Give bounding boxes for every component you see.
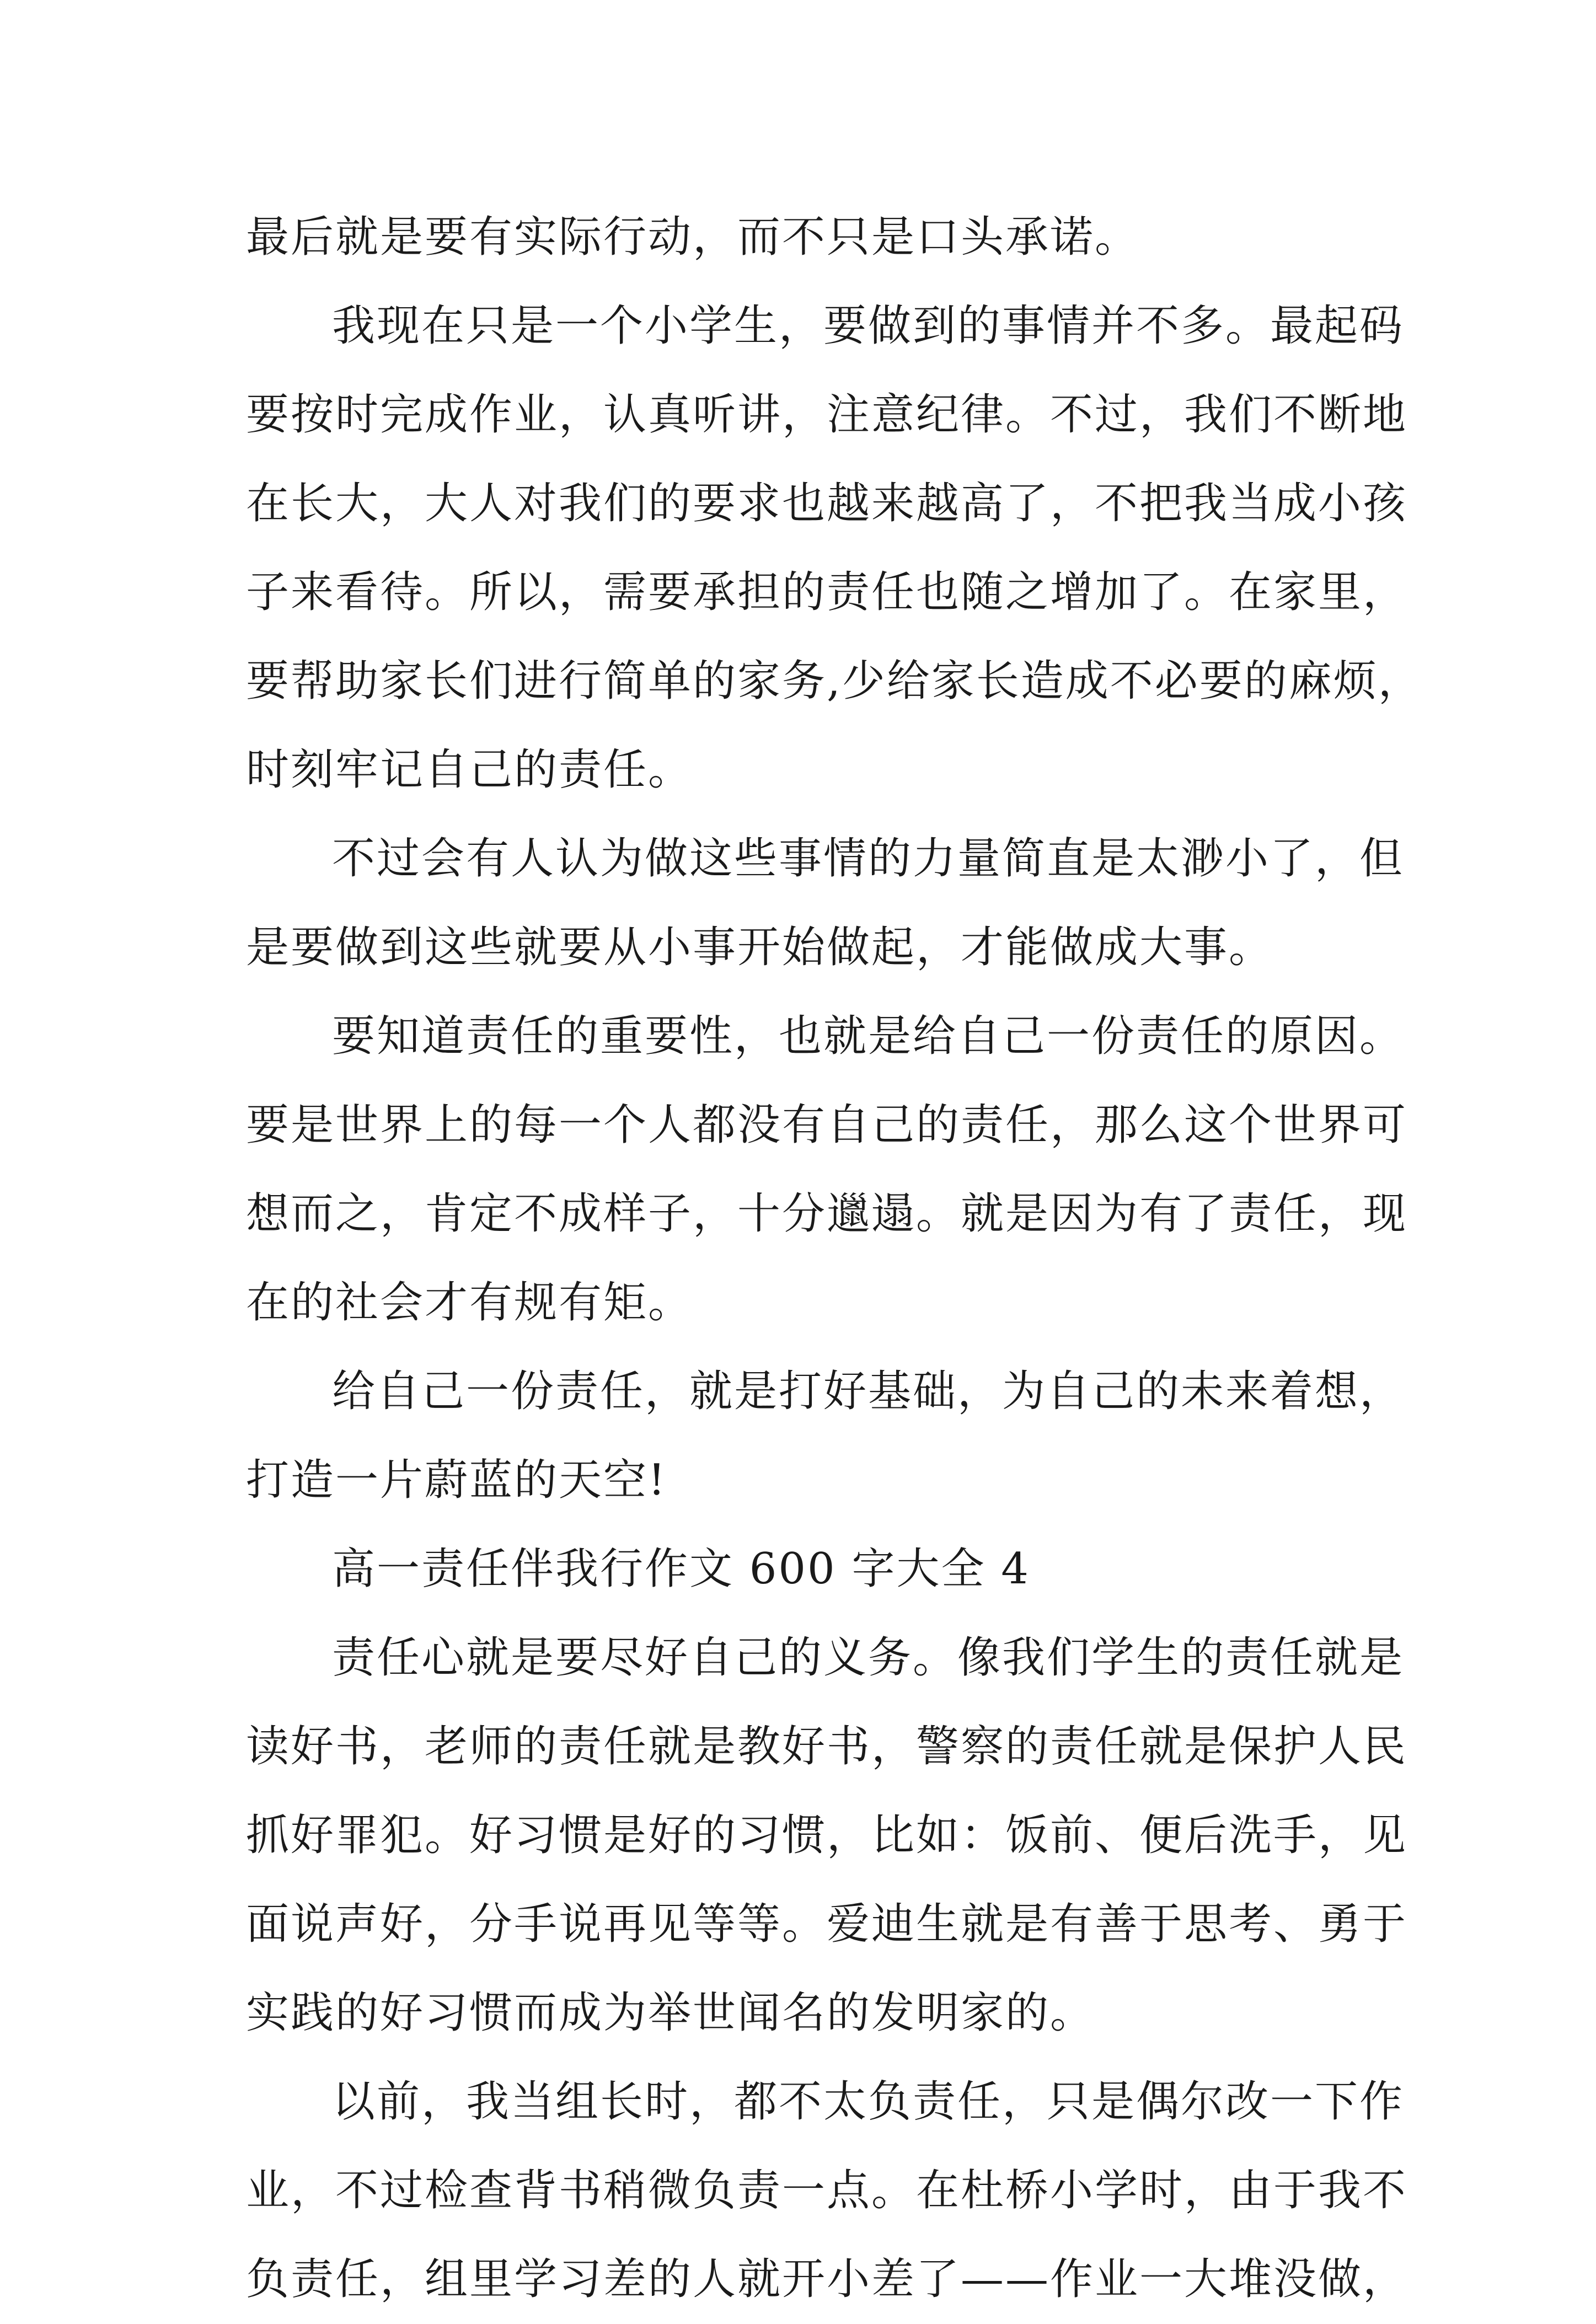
text-line: 不过会有人认为做这些事情的力量简直是太渺小了，但	[332, 834, 1405, 883]
text-line: 想而之，肯定不成样子，十分邋遢。就是因为有了责任，现	[246, 1189, 1408, 1239]
text-line: 负责任，组里学习差的人就开小差了——作业一大堆没做，	[246, 2255, 1408, 2304]
text-line: 我现在只是一个小学生，要做到的事情并不多。最起码	[332, 301, 1405, 351]
text-line: 在长大，大人对我们的要求也越来越高了，不把我当成小孩	[246, 479, 1408, 528]
text-line: 在的社会才有规有矩。	[246, 1278, 693, 1327]
text-line: 最后就是要有实际行动，而不只是口头承诺。	[246, 212, 1140, 262]
text-line: 读好书，老师的责任就是教好书，警察的责任就是保护人民	[246, 1722, 1408, 1771]
text-line: 要按时完成作业，认真听讲，注意纪律。不过，我们不断地	[246, 390, 1408, 440]
text-line: 抓好罪犯。好习惯是好的习惯，比如：饭前、便后洗手，见	[246, 1811, 1408, 1860]
section-heading: 高一责任伴我行作文 600 字大全 4	[332, 1544, 1030, 1594]
text-line: 实践的好习惯而成为举世闻名的发明家的。	[246, 1988, 1095, 2038]
text-line: 业，不过检查背书稍微负责一点。在杜桥小学时，由于我不	[246, 2166, 1408, 2215]
text-line: 要帮助家长们进行简单的家务,少给家长造成不必要的麻烦，	[246, 656, 1423, 706]
text-line: 打造一片蔚蓝的天空!	[246, 1455, 667, 1505]
text-line: 子来看待。所以，需要承担的责任也随之增加了。在家里，	[246, 567, 1408, 617]
text-line: 时刻牢记自己的责任。	[246, 745, 693, 795]
text-line: 要知道责任的重要性，也就是给自己一份责任的原因。	[332, 1011, 1405, 1061]
text-line: 是要做到这些就要从小事开始做起，才能做成大事。	[246, 923, 1274, 972]
text-line: 以前，我当组长时，都不太负责任，只是偶尔改一下作	[332, 2077, 1405, 2127]
document-body	[246, 193, 1423, 2324]
text-line: 责任心就是要尽好自己的义务。像我们学生的责任就是	[332, 1633, 1405, 1683]
text-line: 要是世界上的每一个人都没有自己的责任，那么这个世界可	[246, 1100, 1408, 1150]
text-line: 给自己一份责任，就是打好基础，为自己的未来着想，	[332, 1367, 1405, 1416]
text-line: 面说声好，分手说再见等等。爱迪生就是有善于思考、勇于	[246, 1899, 1408, 1949]
